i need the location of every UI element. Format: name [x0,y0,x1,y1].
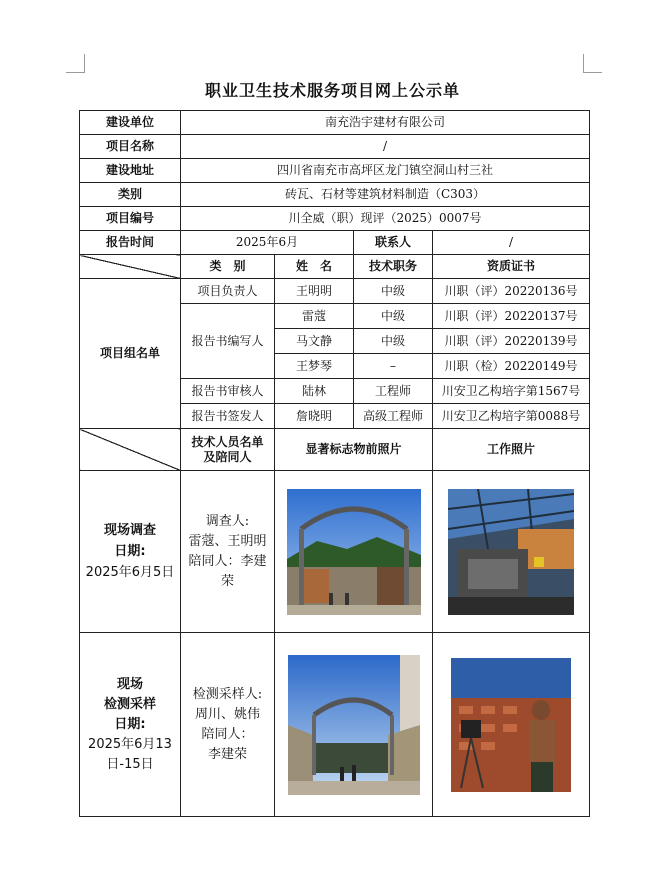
sampling-people-line: 检测采样人: [192,686,263,702]
crop-mark-top-left [66,54,85,73]
project-no-label: 项目编号 [80,207,181,231]
sampling-people-line: 陪同人： [201,726,254,742]
survey-people-line: 荣 [220,573,234,589]
survey-work-photo [448,489,574,615]
page-title: 职业卫生技术服务项目网上公示单 [204,81,460,100]
member-cert: 川安卫乙构培字第0088号 [433,404,590,429]
survey-label [80,471,181,633]
project-name-value: / [181,135,590,159]
sampling-landmark-photo-cell [275,633,433,817]
member-role: 报告书审核人 [181,379,275,404]
crop-mark-top-right [583,54,602,73]
sampling-people-line: 周川、姚伟 [194,706,260,722]
member-title: 工程师 [354,379,433,404]
publicity-table [79,110,590,817]
category-value: 砖瓦、石材等建筑材料制造（C303） [181,183,590,207]
people-header [181,429,275,471]
member-name: 王梦琴 [275,354,354,379]
member-name: 陆林 [275,379,354,404]
member-cert: 川职（评）20220136号 [433,279,590,304]
row-project-name [80,135,590,159]
unit-value: 南充浩宇建材有限公司 [181,111,590,135]
project-name-label: 项目名称 [80,135,181,159]
contact-value: / [433,231,590,255]
member-name: 马文静 [275,329,354,354]
survey-date: 2025年6月5日 [85,565,175,580]
team-row [80,279,590,304]
survey-people-line: 调查人: [205,513,250,529]
row-report-time [80,231,590,255]
sampling-work-photo-cell [433,633,590,817]
row-project-no [80,207,590,231]
landmark-photo-header: 显著标志物前照片 [275,429,433,471]
sampling-label [80,633,181,817]
row-address [80,159,590,183]
row-category [80,183,590,207]
member-title: – [354,354,433,379]
sampling-people-line: 李建荣 [207,746,247,762]
survey-row [80,471,590,633]
sampling-label-line: 日期: [114,716,146,732]
member-role: 报告书编写人 [181,304,275,379]
people-header-line: 技术人员名单 [191,434,264,449]
report-time-label: 报告时间 [80,231,181,255]
survey-people-line: 雷蔻、王明明 [188,533,267,549]
member-cert: 川职（检）20220149号 [433,354,590,379]
team-header-name: 姓 名 [275,255,354,279]
photo-header-row [80,429,590,471]
survey-label-line: 日期: [114,544,146,559]
diagonal-cell [80,255,181,279]
member-cert: 川职（评）20220137号 [433,304,590,329]
member-title: 中级 [354,329,433,354]
project-no-value: 川全威（职）现评（2025）0007号 [181,207,590,231]
sampling-work-photo [451,658,571,792]
sampling-people [181,633,275,817]
survey-label-line: 现场调查 [103,523,156,538]
work-photo-header: 工作照片 [433,429,590,471]
team-header-cert: 资质证书 [433,255,590,279]
member-role: 项目负责人 [181,279,275,304]
survey-landmark-photo-cell [275,471,433,633]
unit-label: 建设单位 [80,111,181,135]
team-header-row [80,255,590,279]
contact-label: 联系人 [354,231,433,255]
team-header-title: 技术职务 [354,255,433,279]
member-cert: 川职（评）20220139号 [433,329,590,354]
member-title: 中级 [354,304,433,329]
survey-landmark-photo [287,489,421,615]
member-name: 王明明 [275,279,354,304]
member-name: 雷蔻 [275,304,354,329]
row-unit [80,111,590,135]
sampling-label-line: 检测采样 [103,696,156,712]
people-header-line: 及陪同人 [203,449,252,464]
team-label: 项目组名单 [80,279,181,429]
address-label: 建设地址 [80,159,181,183]
diagonal-cell [80,429,181,471]
survey-work-photo-cell [433,471,590,633]
report-time-value: 2025年6月 [181,231,354,255]
member-title: 中级 [354,279,433,304]
address-value: 四川省南充市高坪区龙门镇空洞山村三社 [181,159,590,183]
member-role: 报告书签发人 [181,404,275,429]
sampling-date: 日-15日 [106,756,154,772]
member-cert: 川安卫乙构培字第1567号 [433,379,590,404]
survey-people-line: 陪同人：李建 [188,553,267,569]
team-header-category: 类 别 [181,255,275,279]
sampling-landmark-photo [288,655,420,795]
survey-people [181,471,275,633]
sampling-date: 2025年6月13 [88,736,172,752]
member-name: 詹晓明 [275,404,354,429]
category-label: 类别 [80,183,181,207]
sampling-row [80,633,590,817]
member-title: 高级工程师 [354,404,433,429]
sampling-label-line: 现场 [116,676,143,692]
